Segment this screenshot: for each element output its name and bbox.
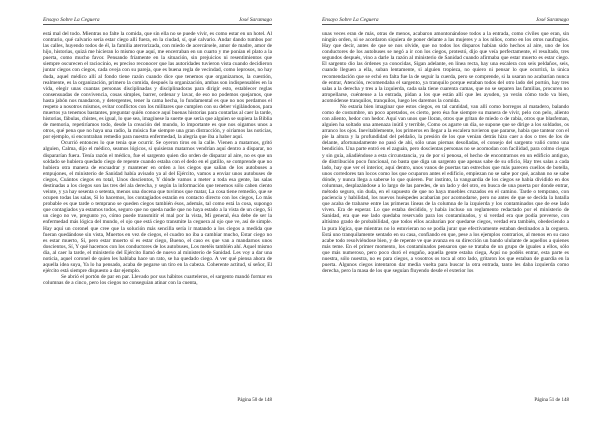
paragraph: está mal del todo. Mientras no falte la comida, que sin ella no se puede vivir, es como estar en un hotel. Al contrario, qué calvario sería estar ciego allí fuera, en la ciudad, sí, qué calvario. Andar dando tumbos por las calles, huyendo todos de él, la familia aterrorizada, con miedo de acercársele, amor de madre, amor de hijo, historias, quizá me hicieran lo mismo que aquí, me encerraban en un cuarto y me ponían el plato a la puerta, como mucho favor. Pensando fríamente en la situación, sin prejuicios ni resentimientos que siempre oscurecen el raciocinio, es preciso reconocer que las autoridades tuvieron vista cuando decidieron juntar ciegos con ciegos, cada oveja con su pareja, que es buena regla de vecindad, como leprosos, no hay duda, aquel médico allí al fondo tiene razón cuando dice que tenemos que organizarnos, la cuestión, realmente, es la organización, primero la comida, después la organización, ambas son indispensables en la vida, elegir unas cuantas personas disciplinadas y disciplinadoras para dirigir esto, establecer reglas consensuadas de convivencia, cosas simples, barrer, ordenar y lavar, de eso no podemos quejarnos, que hasta jabón nos mandaron, y detergentes, tener la cama hecha, lo fundamental es que no nos perdamos el respeto a nosotros mismos, evitar conflictos con los militares que cumplen con su deber vigilándonos, para muertos ya tenemos bastantes, preguntar quién conoce aquí buenas historias para contarlas al caer la tarde, historias, fábulas, chistes, es igual, lo que sea, imagínese la suerte que sería que alguien se supiera la Biblia de memoria, repetiríamos todo, desde la creación del mundo, lo importante es que nos oigamos unos a otros, qué pena que no haya una radio, la música fue siempre una gran distracción, y oiríamos las noticias, por ejemplo, si encontraban remedio para nuestra enfermedad, la alegría que iba a haber aquí.	[43, 31, 272, 141]
page-body	[322, 31, 569, 274]
paragraph: Ocurrió entonces lo que tenía que ocurrir. Se oyeron tiros en la calle. Vienen a matarnos, gritó alguien, Calma, dijo el médico, seamos lógicos, si quisieran matarnos vendrían aquí dentro a disparar, no dispararían fuera. Tenía razón el médico, fue el sargento quien dio orden de disparar al aire, no es que un soldado se hubiera quedado ciego de repente cuando estaba con el dedo en el gatillo, se comprende que no hubiera otra manera de encuadrar y mantener en orden a los ciegos que salían de los autobuses a empujones, el ministerio de Sanidad había avisado ya al del Ejército, vamos a enviar unos autobuses de ciegos, Cuántos ciegos en total, Unos doscientos, Y dónde vamos a meter a toda esa gente, las salas destinadas a los ciegos son las tres del ala derecha, y según la información que tenemos sólo caben ciento veinte, y ya hay sesenta o setenta, menos una docena que tuvimos que matar, La cosa tiene remedio, que se ocupen todas las salas, Si lo hacemos, los contagiados estarán en contacto directo con los ciegos, Lo más probable es que tarde o temprano se queden ciegos también ésos, además, tal como está la cosa, supongo que contagiados ya estamos todos, seguro que no queda nadie que no haya estado a la vista de un ciego, Si un ciego no ve, pregunto yo, cómo puede transmitir el mal por la vista, Mi general, ésa debe de ser la enfermedad más lógica del mundo, el ojo que está ciego transmite la ceguera al ojo que ve, así de simple. Hay aquí un coronel que cree que la solución más sencilla sería ir matando a los ciegos a medida que fueran quedándose sin vista, Muertos en vez de ciegos, el cuadro no iba a cambiar mucho, Estar ciego no es estar muerto, Sí, pero estar muerto sí es estar ciego, Bueno, el caso es que van a mandarnos unos doscientos, Sí, Y qué hacemos con los conductores de los autobuses, Los metéis también ahí. Aquel mismo día, al caer la tarde, el ministerio del Ejército llamó de nuevo al ministerio de Sanidad. Les voy a dar una noticia, aquel coronel de quien les hablaba hace un rato, se ha quedado ciego. A ver qué piensa ahora de aquella idea suya, Ya lo ha pensado, acaba de pegarse un tiro en la cabeza. Coherente actitud, sí señor, El ejército está siempre dispuesto a dar ejemplo.	[43, 140, 272, 275]
header-book-title: Ensayo Sobre La Ceguera	[43, 17, 100, 23]
page-51	[300, 0, 600, 424]
page-number: Página 50 de 148	[237, 398, 272, 403]
paragraph: No estaría bien imaginar que estos ciegos, en tal cantidad, van allí como borregos al matadero, balando como de costumbre, un poco apretados, es cierto, pero ésa fue siempre su manera de vivir, pelo con pelo, aliento con aliento, hedor con hedor. Aquí van unos que lloran, otros que gritan de miedo o de rabia, otros que blasfeman, alguien ha soltado una amenaza inútil y terrible, Como os agarre un día, se supone que se dirige a los soldados, os arranco los ojos. Inevitablemente, los primeros en llegar a la escalera tuvieron que pararse, había que tantear con el pie la altura y la profundidad del peldaño, la presión de los que venían detrás hizo caer a dos o tres de los de delante, afortunadamente no pasó de ahí, sólo unas piernas desolladas, el consejo del sargento valió como una bendición. Una parte entró en el zaguán, pero doscientas personas no se acomodan con facilidad, para colmo ciegas y sin guía, añadiéndose a esta circunstancia, ya de por sí penosa, el hecho de encontrarnos en un edificio antiguo, de distribución poco funcional, no basta que diga un sargento que apenas sabe de su oficio, Hay tres salas a cada lado, hay que ver el interior, aquí dentro, unos vanos de puertas tan estrechos que más parecen cuellos de botella, unos corredores tan locos como los que ocuparon antes el edificio, empiezan no se sabe por qué, acaban no se sabe dónde, y nunca llega a saberse lo que quieren. Por instinto, la vanguardia de los ciegos se había dividido en dos columnas, desplazándose a lo largo de las paredes, de un lado y del otro, en busca de una puerta por donde entrar, método seguro, sin duda, en el supuesto de que no haya muebles cruzados en el camino. Tarde o temprano, con paciencia y habilidad, los nuevos huéspedes acabarían por acomodarse, pero no antes de que se decida la batalla que acaba de trabarse entre las primeras líneas de la columna de la izquierda y los contaminados que de ese lado viven. Era de esperar. Lo que estaba decidido, y había incluso un reglamento redactado por el ministerio de Sanidad, era que ese lado quedaba reservado para los contaminados, y si verdad era que podía preverse, con altísimo grado de probabilidad, que todos ellos acabarían por quedarse ciegos, verdad era también, obedeciendo a la pura lógica, que mientras no lo estuvieran no se podía jurar que efectivamente estaban destinados a la ceguera. Está uno tranquilamente sentado en su casa, confiando en que, pese a los ejemplos contrarios, al menos en su caso acabe todo resolviéndose bien, y de repente ve que avanza en su dirección un bando ululante de aquellos a quienes más teme. En el primer momento, los contaminados pensaron que se trataba de un grupo de iguales a ellos, sólo que más numeroso, pero poco duró el engaño, aquella gente estaba ciega, Aquí no podéis entrar, esta parte es nuestra, sólo nuestra, no es para ciegos, a vosotros os toca al otro lado, gritaron los que estaban de guardia en la puerta. Algunos ciegos intentaron dar media vuelta para buscar la otra entrada, tanto les daba izquierda como derecha, pero la masa de los que seguían fluyendo desde el exterior los	[322, 103, 569, 275]
paragraph: Se abrió el portón de par en par. Llevado por sus hábitos cuarteleros, el sargento mandó formar en columnas de a cinco, pero los ciegos no conseguían atinar con la cuenta,	[43, 274, 272, 287]
running-header	[43, 14, 272, 25]
header-book-title: Ensayo Sobre La Ceguera	[322, 17, 379, 23]
page-number: Página 51 de 148	[534, 398, 569, 403]
paragraph: unas veces eran de más, otras de menos, acabaron amontonándose todos a la entrada, como civiles que eran, sin ningún orden, ni se acordaron siquiera de poner delante a las mujeres y a los niños, como en los otros naufragios. Hay que decir, antes de que se nos olvide, que no todos los disparos habían sido hechos al aire, uno de los conductores de los autobuses se negó a ir con los ciegos, protestó, dijo que veía perfectamente, el resultado, tres segundos después, vino a darle la razón al ministerio de Sanidad cuando afirmaba que estar muerto es estar ciego. El sargento dio las órdenes ya conocidas, Sigan adelante, en línea recta, hay una escalera con seis peldaños, seis, cuando lleguen a ella, suban lentamente, si alguien tropieza, no quiero ni pensar lo que ocurrirá, la única recomendación que se echó en falta fue la de seguir la cuerda, pero se comprende, si la usaran no acabarían nunca de entrar, Atención, recomendaba el sargento, ya tranquilo porque estaban todos del otro lado del portón, hay tres salas a la derecha y tres a la izquierda, cada sala tiene cuarenta camas, que no se separen las familias, procuren no atropellarse, cuéntense a la entrada, pidan a los que están allí que les ayuden, ya verán cómo todo va bien, acomódense tranquilos, tranquilos, luego les daremos la comida.	[322, 31, 569, 104]
page-body	[43, 31, 272, 286]
header-author: José Saramago	[238, 17, 272, 23]
running-header	[322, 14, 569, 25]
header-author: José Saramago	[535, 17, 569, 23]
